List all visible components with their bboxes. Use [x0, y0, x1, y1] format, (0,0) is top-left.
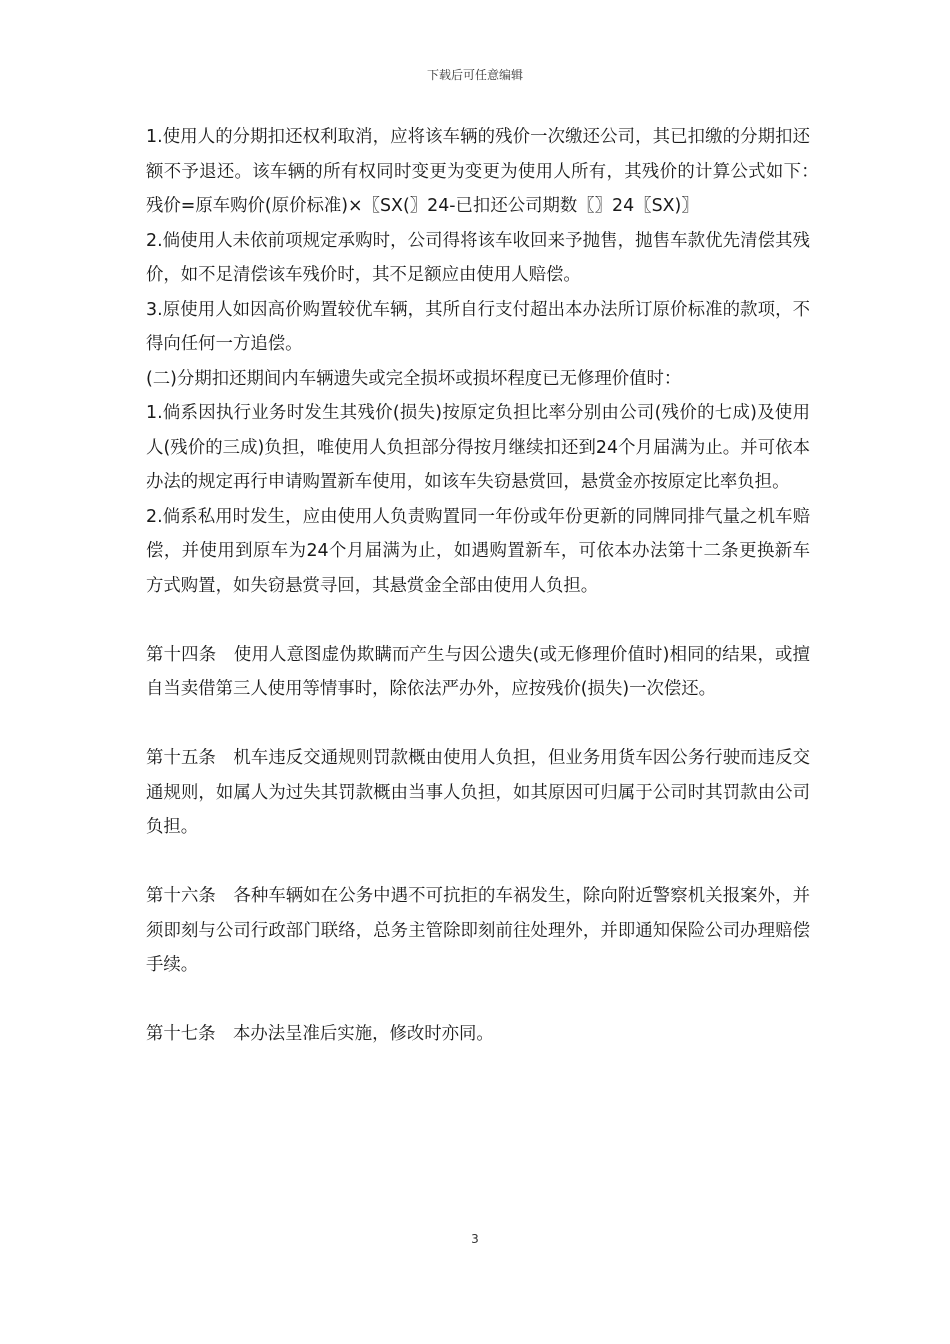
- article-16: 第十六条 各种车辆如在公务中遇不可抗拒的车祸发生，除向附近警察机关报案外，并须即刻与公司行政部门联络，总务主管除即刻前往处理外，并即通知保险公司办理赔偿手续。: [146, 886, 810, 975]
- paragraph-residual-price: 1.使用人的分期扣还权利取消，应将该车辆的残价一次缴还公司，其已扣缴的分期扣还额不予退还。该车辆的所有权同时变更为变更为使用人所有，其残价的计算公式如下： 残价=原车购价(原价标准)×〖SX(〗24-已扣还公司期数〖〗24〖SX)〗: [146, 127, 828, 216]
- page-number: 3: [471, 1232, 479, 1246]
- page-header-note: 下载后可任意编辑: [426, 68, 523, 82]
- paragraph-unpurchased: 2.倘使用人未依前项规定承购时，公司得将该车收回来予抛售，抛售车款优先清偿其残价，如不足清偿该车残价时，其不足额应由使用人赔偿。: [146, 230, 810, 285]
- paragraph-business-loss: 1.倘系因执行业务时发生其残价(损失)按原定负担比率分别由公司(残价的七成)及使用人(残价的三成)负担，唯使用人负担部分得按月继续扣还到24个月届满为止。并可依本办法的规定再行申请购置新车使用，如该车失窃悬赏回，悬赏金亦按原定比率负担。: [146, 403, 810, 492]
- document-body: [146, 120, 828, 1052]
- paragraph-private-loss: 2.倘系私用时发生，应由使用人负责购置同一年份或年份更新的同牌同排气量之机车赔偿，并使用到原车为24个月届满为止，如遇购置新车，可依本办法第十二条更换新车方式购置，如失窃悬赏寻回，其悬赏金全部由使用人负担。: [146, 506, 810, 596]
- article-14: 第十四条 使用人意图虚伪欺瞒而产生与因公遗失(或无修理价值时)相同的结果，或擅自当卖借第三人使用等情事时，除依法严办外，应按残价(损失)一次偿还。: [146, 644, 810, 699]
- article-17: 第十七条 本办法呈准后实施，修改时亦同。: [146, 1024, 494, 1044]
- paragraph-high-price-vehicle: 3.原使用人如因高价购置较优车辆，其所自行支付超出本办法所订原价标准的款项，不得向任何一方追偿。: [146, 299, 810, 354]
- article-15: 第十五条 机车违反交通规则罚款概由使用人负担，但业务用货车因公务行驶而违反交通规则，如属人为过失其罚款概由当事人负担，如其原因可归属于公司时其罚款由公司负担。: [146, 748, 810, 837]
- paragraph-section-two-heading: (二)分期扣还期间内车辆遗失或完全损坏或损坏程度已无修理价值时：: [146, 368, 682, 389]
